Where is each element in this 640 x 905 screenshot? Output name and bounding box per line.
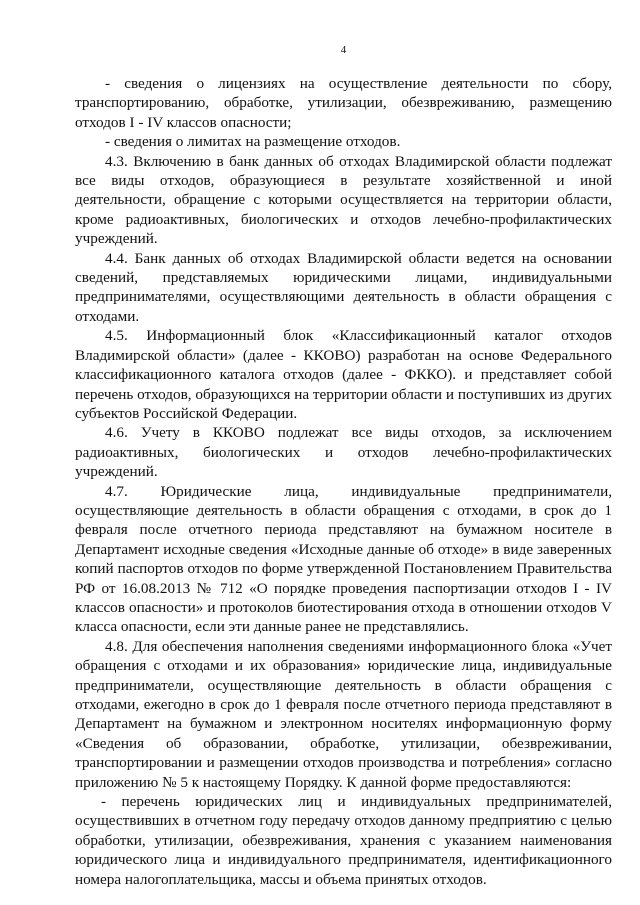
paragraph-4-6: 4.6. Учету в ККОВО подлежат все виды отходов, за исключением радиоактивных, биологических и отходов лечебно-профилактических учреждений.: [75, 424, 612, 481]
page-number: 4: [340, 44, 347, 56]
paragraph-4-8: 4.8. Для обеспечения наполнения сведениями информационного блока «Учет обращения с отходами и их образования» юридические лица, индивидуальные предприниматели, осуществляющие деятельность в области обращения с отходами, ежегодно в срок до 1 февраля после отчетного периода представляют в Департамент на бумажном и электронном носителях информационную форму «Сведения об образовании, обработке, утилизации, обезвреживании, транспортировании и размещении отходов производства и потребления» согласно приложению № 5 к настоящему Порядку. К данной форме предоставляются:: [75, 637, 612, 791]
paragraph-4-7: 4.7. Юридические лица, индивидуальные предприниматели, осуществляющие деятельность в области обращения с отходами, в срок до 1 февраля после отчетного периода представляют на бумажном носителе в Департамент исходные сведения «Исходные данные об отходе» в виде заверенных копий паспортов отходов по форме утвержденной Постановлением Правительства РФ от 16.08.2013 № 712 «О порядке проведения паспортизации отходов I - IV классов опасности» и протоколов биотестирования отхода в отношении отходов V класса опасности, если эти данные ранее не представлялись.: [75, 482, 612, 636]
paragraph-4-5: 4.5. Информационный блок «Классификационный каталог отходов Владимирской области» (далее - ККОВО) разработан на основе Федерального классификационного каталога отходов (далее - ФККО). и представляет собой перечень отходов, образующихся на территории области и поступивших из других субъектов Российской Федерации.: [75, 327, 612, 422]
paragraph-licenses: - сведения о лицензиях на осуществление деятельности по сбору, транспортированию, обработке, утилизации, обезвреживанию, размещению отходов I - IV классов опасности;: [75, 75, 612, 131]
paragraph-4-3: 4.3. Включению в банк данных об отходах Владимирской области подлежат все виды отходов, образующиеся в результате хозяйственной и иной деятельности, обращение с которыми осуществляется на территории области, кроме радиоактивных, биологических и отходов лечебно-профилактических учреждений.: [75, 152, 612, 248]
paragraph-4-4: 4.4. Банк данных об отходах Владимирской области ведется на основании сведений, представляемых юридическими лицами, индивидуальными предпринимателями, осуществляющими деятельность в области обращения с отходами.: [75, 249, 612, 325]
paragraph-list-persons: - перечень юридических лиц и индивидуальных предпринимателей, осуществивших в отчетном году передачу отходов данному предприятию с целью обработки, утилизации, обезвреживания, хранения с указанием наименования юридического лица и индивидуального предпринимателя, идентификационного номера налогоплательщика, массы и объема принятых отходов.: [75, 793, 612, 888]
document-body: [75, 74, 612, 889]
paragraph-limits: - сведения о лимитах на размещение отходов.: [105, 133, 401, 151]
